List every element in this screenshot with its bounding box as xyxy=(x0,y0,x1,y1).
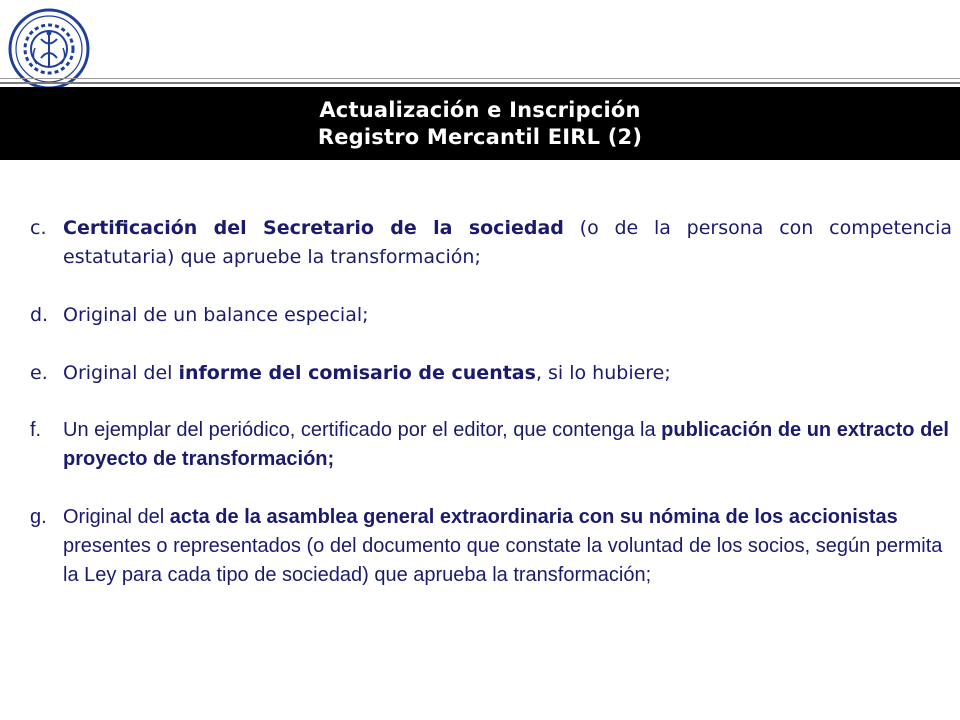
list-item-g xyxy=(30,503,952,590)
item-d-text: Original de un balance especial; xyxy=(63,304,369,326)
list-item-d xyxy=(30,301,952,330)
requirements-list xyxy=(30,214,952,590)
page-title-line2: Registro Mercantil EIRL (2) xyxy=(317,124,643,149)
item-f-text-pre: Un ejemplar del periódico, certificado por el editor, que contenga la xyxy=(63,419,662,441)
list-marker: d. xyxy=(30,304,49,326)
item-g-text-pre: Original del xyxy=(63,506,170,528)
item-g-text-post: presentes o representados (o del documento que constate la voluntad de los socios, según permita la Ley para cada tipo de sociedad) que aprueba la transformación; xyxy=(63,535,943,586)
list-item-e xyxy=(30,359,952,388)
page-title-line1: Actualización e Inscripción xyxy=(319,97,641,122)
item-f-bold: publicación de un extracto del proyecto de transformación; xyxy=(63,419,949,470)
item-e-text-pre: Original del xyxy=(63,362,179,384)
item-c-bold: Certificación del Secretario de la sociedad xyxy=(63,217,564,239)
item-c-text: (o de la persona con competencia estatutaria) que apruebe la transformación; xyxy=(63,217,952,268)
item-e-bold: informe del comisario de cuentas xyxy=(178,362,536,384)
header-divider xyxy=(0,82,960,84)
list-marker: g. xyxy=(30,506,47,528)
list-marker: c. xyxy=(30,217,47,239)
list-marker: f. xyxy=(30,419,42,441)
list-marker: e. xyxy=(30,362,48,384)
item-e-text-post: , si lo hubiere; xyxy=(535,362,671,384)
item-g-bold: acta de la asamblea general extraordinaria con su nómina de los accionistas xyxy=(169,506,898,528)
list-item-f xyxy=(30,416,952,474)
list-item-c xyxy=(30,214,952,272)
title-band xyxy=(0,87,960,160)
header-divider-thin xyxy=(0,78,960,79)
